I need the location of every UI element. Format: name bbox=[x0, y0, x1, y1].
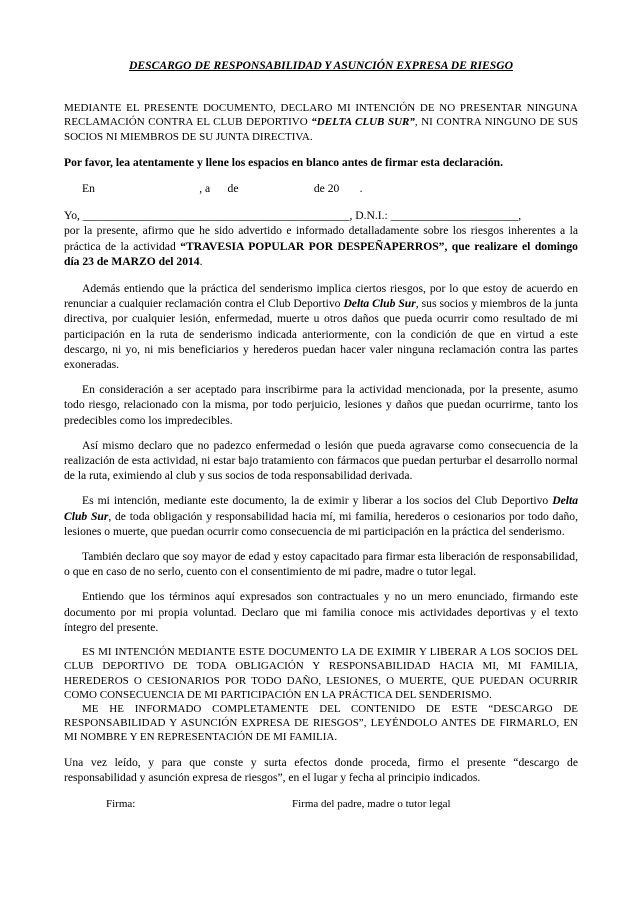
paragraph-intent bbox=[64, 493, 578, 539]
intent-text: Es mi intención, mediante este documento, la de eximir y liberar a los socios del Club Deportivo bbox=[82, 494, 553, 508]
club-name: “DELTA CLUB SUR” bbox=[311, 116, 415, 129]
closing-statement: Una vez leído, y para que conste y surta efectos donde proceda, firmo el presente “descargo de responsabilidad y asunción expresa de riesgos”, en el lugar y fecha al principio indicados. bbox=[64, 755, 578, 784]
name-dni-line: Yo, ______________________________________________, D.N.I.: ______________________, bbox=[64, 209, 522, 223]
participant-declaration bbox=[64, 208, 578, 269]
risks-text-end: , sus socios y miembros de la junta directiva, por cualquier lesión, enfermedad, muerte u otros daños que pueda ocurrir como resultado de mi participación en la ruta de senderismo indicada anteriormente, con la condición de que en virtud a este descargo, ni yo, ni mis beneficiarios y herederos puedan hacer valer ninguna reclamación contra las partes exoneradas. bbox=[64, 297, 578, 372]
guardian-signature-label: Firma del padre, madre o tutor legal bbox=[292, 797, 451, 810]
fill-instructions: Por favor, lea atentamente y llene los espacios en blanco antes de firmar esta declaración. bbox=[64, 155, 503, 169]
uppercase-statement bbox=[64, 645, 578, 744]
paragraph-terms: Entiendo que los términos aquí expresados son contractuales y no un mero enunciado, firmando este documento por mi propia voluntad. Declaro que mi familia conoce mis actividades deportivas y el texto íntegro del presente. bbox=[64, 590, 578, 634]
place-date-line: En , a de de 20 . bbox=[82, 182, 363, 196]
intro-text: MEDIANTE EL PRESENTE DOCUMENTO, DECLARO MI INTENCIÓN DE NO PRESENTAR NINGUNA RECLAMACIÓN CONTRA EL CLUB DEPORTIVO bbox=[64, 102, 578, 129]
participant-signature-label: Firma: bbox=[106, 797, 136, 810]
club-name: Delta Club Sur bbox=[343, 297, 416, 311]
risks-text: Además entiendo que la práctica del senderismo implica ciertos riesgos, por lo que estoy de acuerdo en renunciar a cualquier reclamación contra el Club Deportivo bbox=[64, 282, 578, 311]
declaration-text: por la presente, afirmo que he sido advertido e informado detalladamente sobre los riesgos inherentes a la práctica de la actividad bbox=[64, 224, 578, 253]
paragraph-accept-risk: En consideración a ser aceptado para inscribirme para la actividad mencionada, por la presente, asumo todo riesgo, relacionado con la misma, por todo perjuicio, lesiones y daños que puedan ocurrirme, tanto los predecibles como los impredecibles. bbox=[64, 383, 578, 427]
document-title: DESCARGO DE RESPONSABILIDAD Y ASUNCIÓN EXPRESA DE RIESGO bbox=[129, 59, 513, 72]
uppercase-informed: ME HE INFORMADO COMPLETAMENTE DEL CONTENIDO DE ESTE “DESCARGO DE RESPONSABILIDAD Y ASUNCIÓN EXPRESA DE RIESGOS”, LEYÉNDOLO ANTES DE FIRMARLO, EN MI NOMBRE Y EN REPRESENTACIÓN DE MI FAMILIA. bbox=[64, 702, 578, 744]
intent-text-end: , de toda obligación y responsabilidad hacia mí, mi familia, herederos o cesionarios por todo daño, lesiones o muerte, que puedan ocurrir como consecuencia de mi participación en la práctica del senderismo. bbox=[64, 509, 578, 538]
activity-name: “TRAVESIA POPULAR POR DESPEÑAPERROS”, que realizare el domingo día 23 de MARZO del 2014 bbox=[64, 239, 578, 268]
signature-row bbox=[106, 797, 578, 812]
paragraph-health: Así mismo declaro que no padezco enfermedad o lesión que pueda agravarse como consecuencia de la realización de esta actividad, ni estar bajo tratamiento con fármacos que puedan perturbar el desarrollo normal de la ruta, eximiendo al club y sus socios de toda responsabilidad derivada. bbox=[64, 438, 578, 483]
club-name: Delta Club Sur bbox=[64, 494, 578, 523]
uppercase-intent: ES MI INTENCIÓN MEDIANTE ESTE DOCUMENTO LA DE EXIMIR Y LIBERAR A LOS SOCIOS DEL CLUB DEPORTIVO DE TODA OBLIGACIÓN Y RESPONSABILIDAD HACIA MI, MI FAMILIA, HEREDEROS O CESIONARIOS POR TODO DAÑO, LESIONES, O MUERTE, QUE PUEDAN OCURRIR COMO CONSECUENCIA DE MI PARTICIPACIÓN EN LA PRÁCTICA DEL SENDERISMO. bbox=[64, 646, 578, 701]
paragraph-age: También declaro que soy mayor de edad y estoy capacitado para firmar esta liberación de responsabilidad, o que en caso de no serlo, cuento con el consentimiento de mi padre, madre o tutor legal. bbox=[64, 550, 578, 579]
intro-text-end: , NI CONTRA NINGUNO DE SUS SOCIOS NI MIEMBROS DE SU JUNTA DIRECTIVA. bbox=[64, 116, 578, 143]
declaration-text-end: . bbox=[199, 254, 203, 268]
paragraph-risks bbox=[64, 281, 578, 372]
intro-declaration bbox=[64, 101, 578, 144]
